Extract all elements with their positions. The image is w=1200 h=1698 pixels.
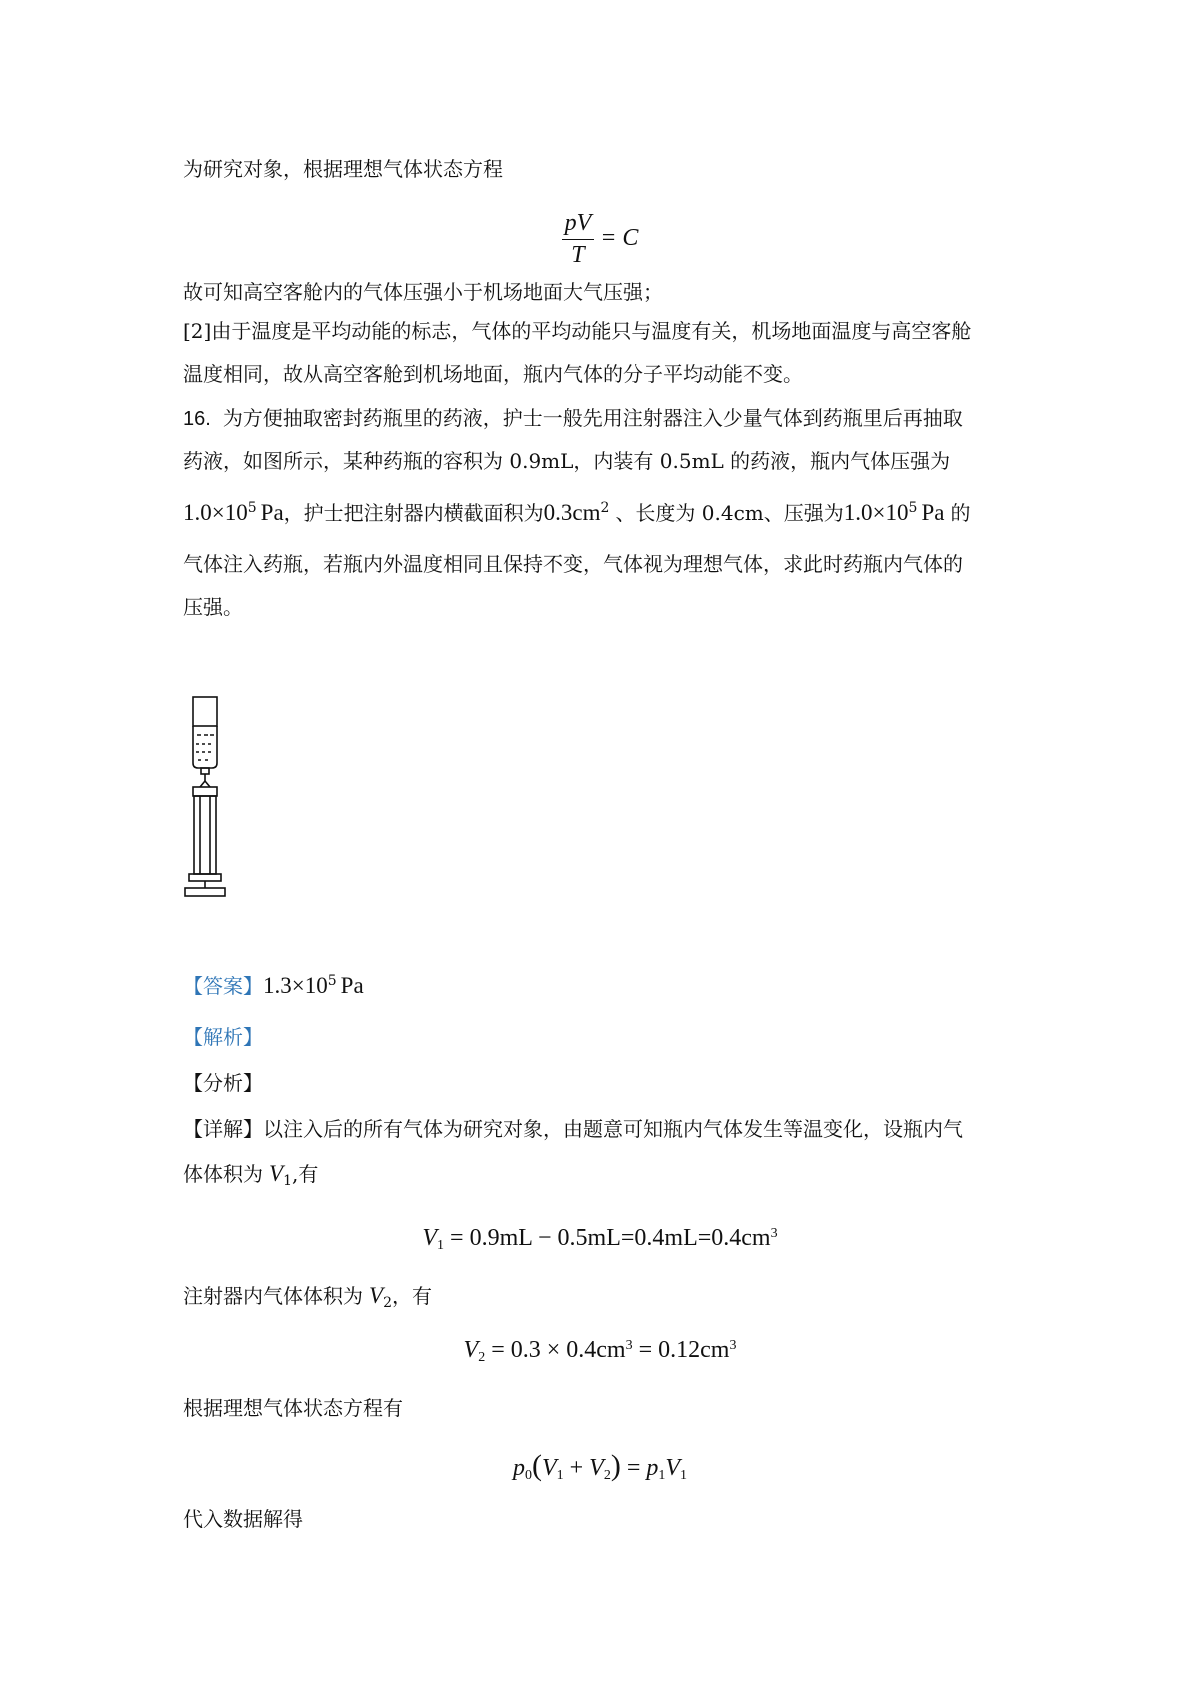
vial-neck bbox=[201, 768, 209, 774]
question-number: 16. bbox=[183, 408, 211, 430]
fraction-denominator: T bbox=[571, 242, 585, 268]
equation-state bbox=[0, 1449, 1200, 1483]
eq-var: V bbox=[463, 1337, 479, 1363]
syringe-barrel bbox=[194, 796, 216, 874]
eq-sub: 2 bbox=[603, 1468, 611, 1483]
eq-rhs: = 0.3 × 0.4cm bbox=[491, 1337, 626, 1363]
right-paren: ) bbox=[610, 1449, 621, 1482]
eq-sub: 1 bbox=[680, 1468, 688, 1483]
eq-sup: 3 bbox=[770, 1226, 778, 1241]
variable: V bbox=[269, 1161, 284, 1186]
analysis-tag: 【解析】 bbox=[183, 1025, 263, 1049]
fraction-numerator: pV bbox=[562, 210, 595, 240]
question-line-1 bbox=[183, 403, 963, 434]
text-line-4: 温度相同，故从高空客舱到机场地面，瓶内气体的分子平均动能不变。 bbox=[183, 362, 803, 386]
subscript: 1 bbox=[283, 1173, 292, 1189]
syringe-top bbox=[193, 787, 217, 796]
vial-top bbox=[193, 697, 217, 726]
v2-line bbox=[183, 1281, 432, 1311]
question-line-3 bbox=[183, 498, 970, 528]
text: 注射器内气体体积为 bbox=[183, 1284, 363, 1308]
eq-op: = bbox=[626, 1455, 641, 1481]
text-line-3: [2]由于温度是平均动能的标志，气体的平均动能只与温度有关，机场地面温度与高空客舱 bbox=[183, 319, 972, 343]
equation-v2 bbox=[0, 1337, 1200, 1364]
eq-var: p bbox=[646, 1455, 659, 1481]
eq-op: + bbox=[569, 1455, 584, 1481]
text: ，有 bbox=[391, 1284, 432, 1308]
eq-sub: 1 bbox=[658, 1468, 666, 1483]
pressure-value: 1.0×10 bbox=[183, 500, 248, 525]
question-line-4: 气体注入药瓶，若瓶内外温度相同且保持不变，气体视为理想气体，求此时药瓶内气体的 bbox=[183, 552, 963, 576]
exponent: 2 bbox=[600, 500, 610, 516]
plunger-base bbox=[185, 888, 225, 896]
text: ，护士把注射器内横截面积为 bbox=[283, 501, 544, 525]
eq-sub: 1 bbox=[437, 1238, 445, 1253]
text-line-2: 故可知高空客舱内的气体压强小于机场地面大气压强； bbox=[183, 280, 663, 304]
state-eq-line: 根据理想气体状态方程有 bbox=[183, 1396, 403, 1420]
pressure-value: 1.0×10 bbox=[843, 500, 909, 525]
unit: Pa bbox=[921, 500, 945, 525]
answer-exponent: 5 bbox=[327, 973, 337, 989]
equation-rhs: = C bbox=[600, 225, 639, 252]
eq-sub: 2 bbox=[478, 1350, 486, 1365]
vial-body bbox=[193, 726, 217, 768]
equation-v1 bbox=[0, 1225, 1200, 1252]
eq-var: p bbox=[512, 1455, 525, 1481]
vial-syringe-diagram bbox=[180, 695, 240, 900]
substitute-line: 代入数据解得 bbox=[183, 1507, 303, 1531]
detail-tag: 【详解】 bbox=[183, 1117, 263, 1141]
text-line-1: 为研究对象，根据理想气体状态方程 bbox=[183, 157, 503, 181]
text: 体体积为 bbox=[183, 1162, 263, 1186]
eq-sub: 0 bbox=[524, 1468, 532, 1483]
detail-line-1 bbox=[183, 1114, 963, 1144]
fenxi-tag: 【分析】 bbox=[183, 1071, 263, 1095]
text: 的 bbox=[950, 501, 971, 525]
needle-hub bbox=[200, 781, 210, 787]
fraction bbox=[562, 210, 595, 269]
subscript: 2 bbox=[383, 1295, 392, 1311]
exponent: 5 bbox=[247, 500, 257, 516]
syringe-flange bbox=[189, 874, 221, 881]
eq-var: V bbox=[665, 1455, 681, 1481]
area-value: 0.3cm bbox=[543, 500, 601, 525]
question-line-5: 压强。 bbox=[183, 595, 243, 619]
detail-text: 以注入后的所有气体为研究对象，由题意可知瓶内气体发生等温变化，设瓶内气 bbox=[263, 1117, 963, 1141]
answer-tag: 【答案】 bbox=[183, 974, 263, 998]
eq-rhs: = 0.9mL − 0.5mL=0.4mL=0.4cm bbox=[450, 1225, 771, 1251]
variable: V bbox=[369, 1283, 384, 1308]
eq-sub: 1 bbox=[556, 1468, 564, 1483]
question-line-2: 药液，如图所示，某种药瓶的容积为 0.9mL，内装有 0.5mL 的药液，瓶内气体压强为 bbox=[183, 449, 951, 473]
answer-unit: Pa bbox=[340, 973, 364, 998]
eq-var: V bbox=[589, 1455, 604, 1481]
eq-var: V bbox=[422, 1225, 438, 1251]
left-paren: ( bbox=[531, 1449, 542, 1482]
text: 、长度为 0.4cm、压强为 bbox=[615, 501, 844, 525]
text: ,有 bbox=[291, 1162, 319, 1186]
unit: Pa bbox=[260, 500, 284, 525]
eq-sup: 3 bbox=[625, 1338, 633, 1353]
exponent: 5 bbox=[908, 500, 918, 516]
answer-line bbox=[183, 971, 364, 1001]
eq-var: V bbox=[541, 1455, 557, 1481]
answer-value: 1.3×10 bbox=[263, 973, 328, 998]
liquid-hatch bbox=[196, 744, 211, 760]
detail-line-2 bbox=[183, 1159, 318, 1189]
question-text: 为方便抽取密封药瓶里的药液，护士一般先用注射器注入少量气体到药瓶里后再抽取 bbox=[222, 406, 963, 430]
eq-rhs2: = 0.12cm bbox=[638, 1337, 730, 1363]
eq-sup: 3 bbox=[729, 1338, 737, 1353]
equation-ideal-gas bbox=[0, 210, 1200, 269]
